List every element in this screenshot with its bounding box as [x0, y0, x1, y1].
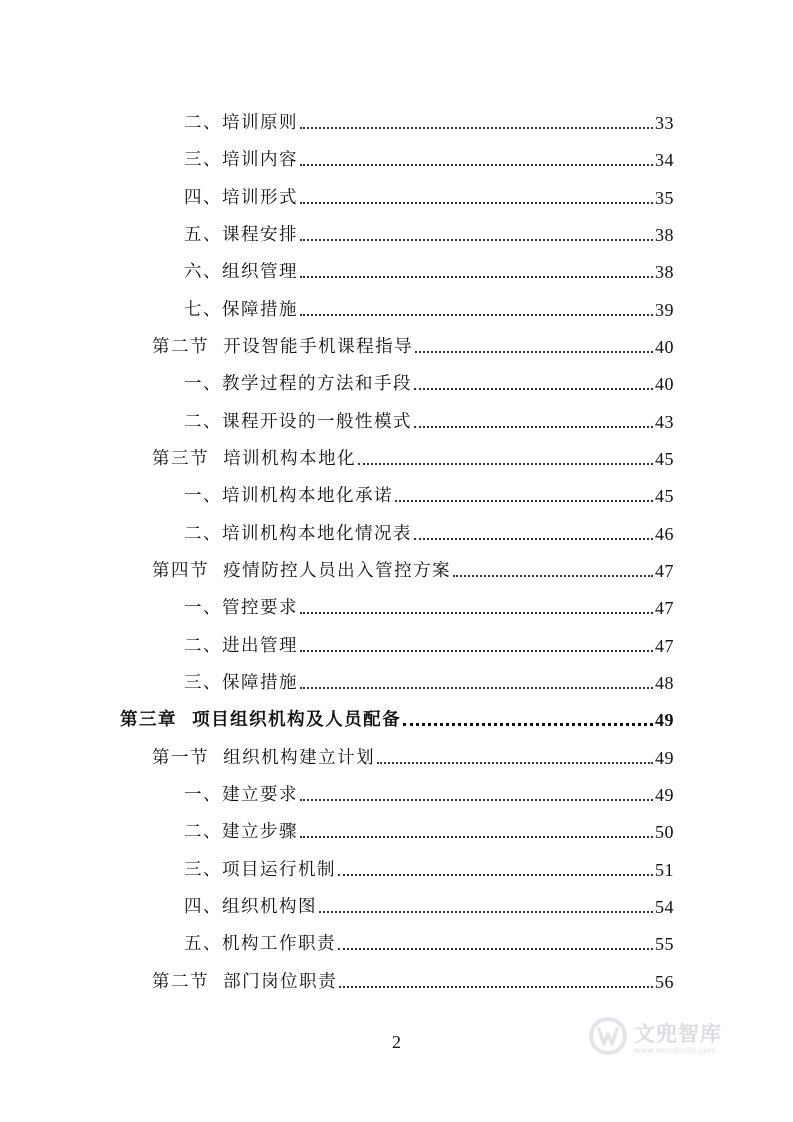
toc-entry[interactable] [152, 440, 674, 470]
toc-entry-label: 三、培训内容 [184, 150, 298, 170]
toc-entry-page: 34 [655, 150, 674, 170]
toc-entry[interactable] [184, 477, 674, 507]
toc-entry-page: 54 [655, 897, 674, 917]
toc-entry-page: 56 [655, 972, 674, 992]
toc-entry-page: 39 [655, 300, 674, 320]
toc-entry-page: 46 [655, 524, 674, 544]
toc-leader-dots [338, 948, 653, 950]
toc-entry-page: 49 [655, 710, 674, 730]
toc-entry[interactable] [184, 515, 674, 545]
toc-leader-dots [300, 687, 653, 689]
watermark-url: www.wendoulib.com [634, 1045, 717, 1055]
toc-entry[interactable] [184, 589, 674, 619]
toc-entry[interactable] [152, 552, 674, 582]
toc-entry-page: 35 [655, 188, 674, 208]
toc-entry-label: 三、项目运行机制 [184, 860, 336, 880]
toc-leader-dots [414, 426, 653, 428]
toc-entry-label: 五、课程安排 [184, 225, 298, 245]
toc-entry-label: 四、培训形式 [184, 188, 298, 208]
toc-entry[interactable] [152, 963, 674, 993]
toc-entry-label: 三、保障措施 [184, 673, 298, 693]
toc-chapter-entry[interactable] [120, 701, 674, 731]
toc-entry-page: 45 [655, 449, 674, 469]
toc-entry[interactable] [184, 925, 674, 955]
toc-entry[interactable] [184, 365, 674, 395]
toc-entry-label: 二、课程开设的一般性模式 [184, 412, 412, 432]
toc-entry-label: 二、进出管理 [184, 636, 298, 656]
toc-entry-page: 38 [655, 225, 674, 245]
toc-entry-label: 五、机构工作职责 [184, 934, 336, 954]
toc-leader-dots [300, 164, 653, 166]
toc-entry-label: 一、管控要求 [184, 598, 298, 618]
toc-entry[interactable] [152, 739, 674, 769]
toc-entry-page: 40 [655, 374, 674, 394]
toc-entry-label: 六、组织管理 [184, 262, 298, 282]
toc-entry-page: 55 [655, 934, 674, 954]
toc-entry-label: 第二节 部门岗位职责 [152, 972, 338, 992]
toc-entry-label: 二、培训机构本地化情况表 [184, 524, 412, 544]
toc-entry-label: 二、培训原则 [184, 113, 298, 133]
toc-leader-dots [339, 986, 653, 988]
toc-entry-page: 47 [655, 598, 674, 618]
toc-leader-dots [300, 314, 653, 316]
toc-entry[interactable] [184, 403, 674, 433]
toc-leader-dots [395, 500, 653, 502]
toc-entry-page: 47 [655, 561, 674, 581]
toc-leader-dots [300, 612, 653, 614]
toc-entry-page: 38 [655, 262, 674, 282]
toc-leader-dots [300, 239, 653, 241]
toc-entry-label: 一、教学过程的方法和手段 [184, 374, 412, 394]
toc-leader-dots [414, 538, 653, 540]
toc-leader-dots [300, 650, 653, 652]
toc-entry-page: 50 [655, 822, 674, 842]
toc-entry[interactable] [184, 813, 674, 843]
toc-entry-label: 二、建立步骤 [184, 822, 298, 842]
page-number: 2 [392, 1032, 401, 1052]
toc-leader-dots [453, 575, 653, 577]
toc-leader-dots [319, 911, 653, 913]
toc-leader-dots [414, 388, 653, 390]
watermark-brand: 文兜智库 [634, 1021, 722, 1046]
toc-leader-dots [377, 762, 653, 764]
toc-entry-page: 40 [655, 337, 674, 357]
toc-entry-label: 第三节 培训机构本地化 [152, 449, 357, 469]
toc-entry-label: 第二节 开设智能手机课程指导 [152, 337, 414, 357]
toc-entry-page: 48 [655, 673, 674, 693]
toc-entry-label: 一、培训机构本地化承诺 [184, 486, 393, 506]
toc-entry-page: 49 [655, 785, 674, 805]
toc-entry[interactable] [184, 253, 674, 283]
toc-entry[interactable] [184, 104, 674, 134]
toc-leader-dots [300, 836, 653, 838]
toc-entry[interactable] [184, 141, 674, 171]
toc-entry[interactable] [184, 776, 674, 806]
toc-entry[interactable] [184, 216, 674, 246]
toc-leader-dots [338, 874, 653, 876]
watermark [588, 1016, 722, 1056]
toc-entry[interactable] [184, 888, 674, 918]
toc-entry[interactable] [184, 627, 674, 657]
toc-entry-page: 43 [655, 412, 674, 432]
toc-leader-dots [300, 202, 653, 204]
toc-entry[interactable] [184, 664, 674, 694]
toc-entry-page: 49 [655, 748, 674, 768]
wendou-logo-icon [588, 1016, 628, 1056]
toc-entry-label: 一、建立要求 [184, 785, 298, 805]
toc-leader-dots [300, 276, 653, 278]
toc-entry-page: 51 [655, 860, 674, 880]
toc-entry-page: 33 [655, 113, 674, 133]
toc-entry-label: 第三章 项目组织机构及人员配备 [120, 710, 402, 730]
toc-entry[interactable] [152, 328, 674, 358]
toc-leader-dots [358, 463, 653, 465]
toc-entry[interactable] [184, 851, 674, 881]
toc-leader-dots [300, 799, 653, 801]
toc-entry-page: 45 [655, 486, 674, 506]
toc-leader-dots [300, 127, 653, 129]
toc-entry-label: 四、组织机构图 [184, 897, 317, 917]
toc-entry-label: 七、保障措施 [184, 300, 298, 320]
toc-entry[interactable] [184, 179, 674, 209]
toc-leader-dots [415, 351, 653, 353]
toc-entry-page: 47 [655, 636, 674, 656]
toc-entry-label: 第四节 疫情防控人员出入管控方案 [152, 561, 452, 581]
toc-entry[interactable] [184, 291, 674, 321]
toc-entry-label: 第一节 组织机构建立计划 [152, 748, 376, 768]
toc-leader-dots [403, 723, 653, 726]
